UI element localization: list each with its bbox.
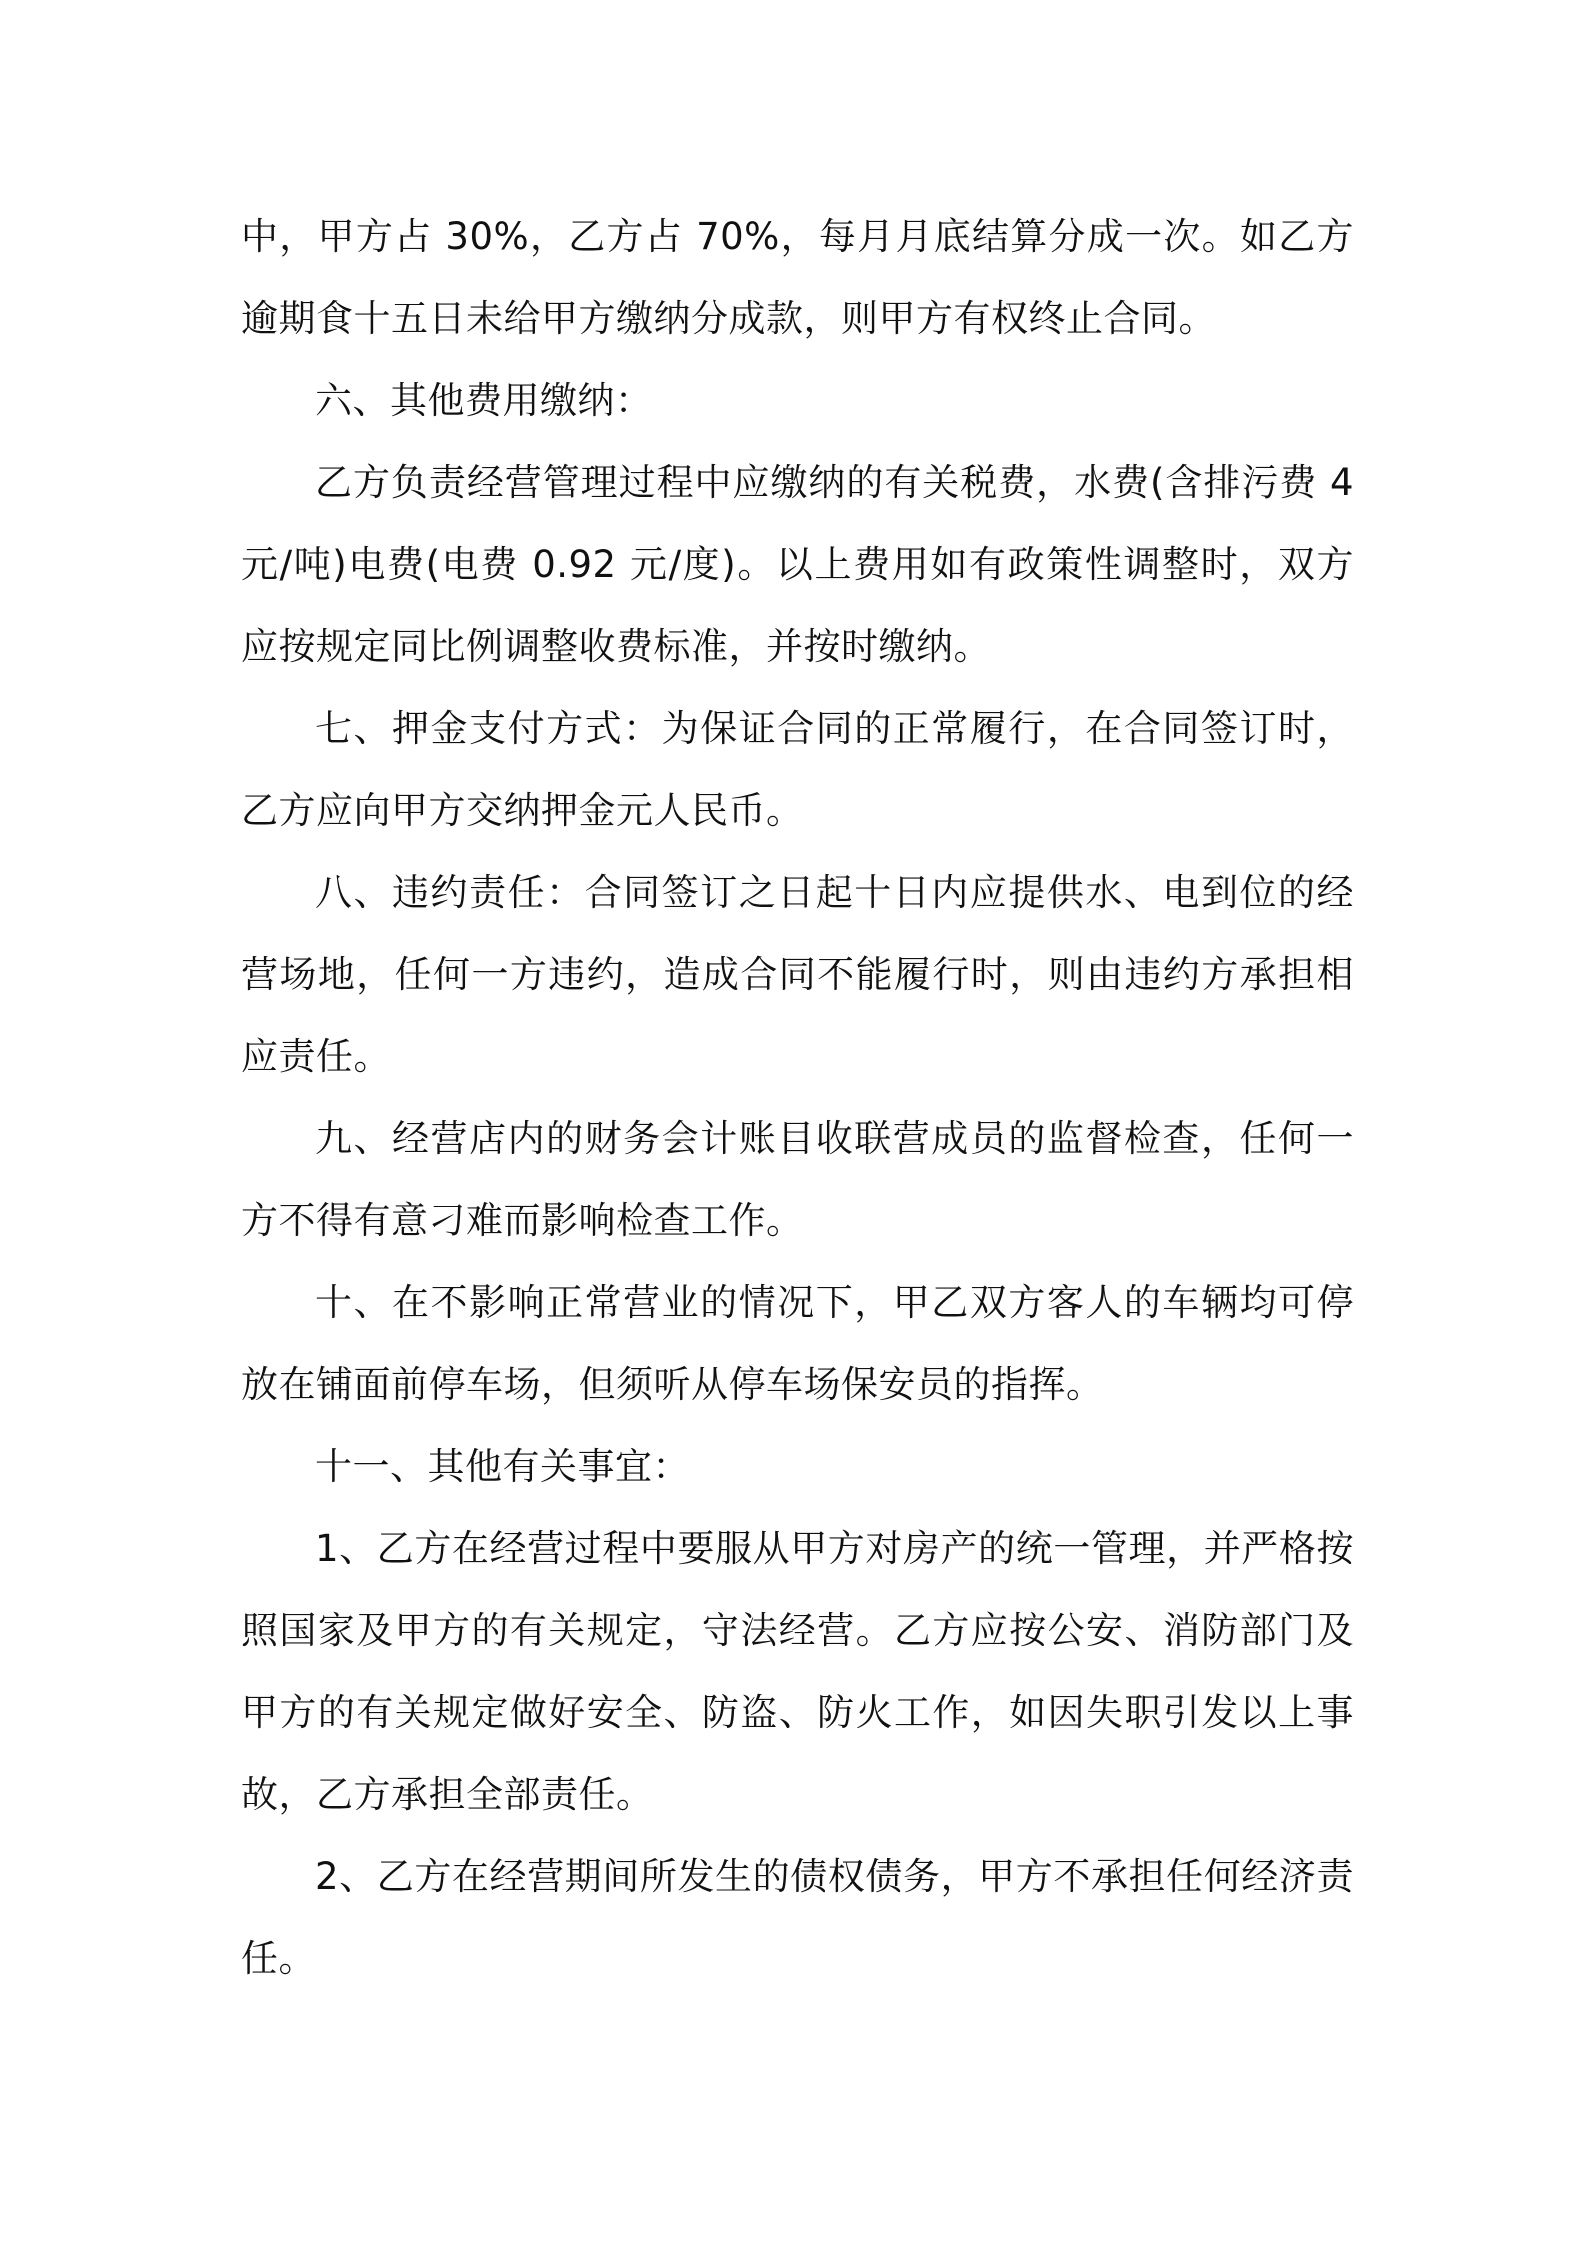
paragraph-debts: 2、乙方在经营期间所发生的债权债务，甲方不承担任何经济责任。	[241, 1855, 1354, 1980]
section-heading-other-fees: 六、其他费用缴纳：	[315, 379, 653, 422]
section-heading-other-matters: 十一、其他有关事宜：	[315, 1445, 690, 1488]
paragraph-financial-supervision: 九、经营店内的财务会计账目收联营成员的监督检查，任何一方不得有意刁难而影响检查工作。	[241, 1117, 1354, 1242]
document-body	[241, 196, 1354, 2000]
paragraph-other-fees: 乙方负责经营管理过程中应缴纳的有关税费，水费(含排污费 4 元/吨)电费(电费 0.92 元/度)。以上费用如有政策性调整时，双方应按规定同比例调整收费标准，并按时缴纳。	[241, 461, 1354, 668]
paragraph-parking: 十、在不影响正常营业的情况下，甲乙双方客人的车辆均可停放在铺面前停车场，但须听从停车场保安员的指挥。	[241, 1281, 1354, 1406]
paragraph-property-management: 1、乙方在经营过程中要服从甲方对房产的统一管理，并严格按照国家及甲方的有关规定，守法经营。乙方应按公安、消防部门及甲方的有关规定做好安全、防盗、防火工作，如因失职引发以上事故，乙方承担全部责任。	[241, 1527, 1354, 1816]
paragraph-profit-share-continued: 中，甲方占 30%，乙方占 70%，每月月底结算分成一次。如乙方逾期食十五日未给甲方缴纳分成款，则甲方有权终止合同。	[241, 215, 1354, 340]
paragraph-deposit-payment: 七、押金支付方式：为保证合同的正常履行，在合同签订时，乙方应向甲方交纳押金元人民币。	[241, 707, 1354, 832]
paragraph-breach-liability: 八、违约责任：合同签订之日起十日内应提供水、电到位的经营场地，任何一方违约，造成合同不能履行时，则由违约方承担相应责任。	[241, 871, 1354, 1078]
